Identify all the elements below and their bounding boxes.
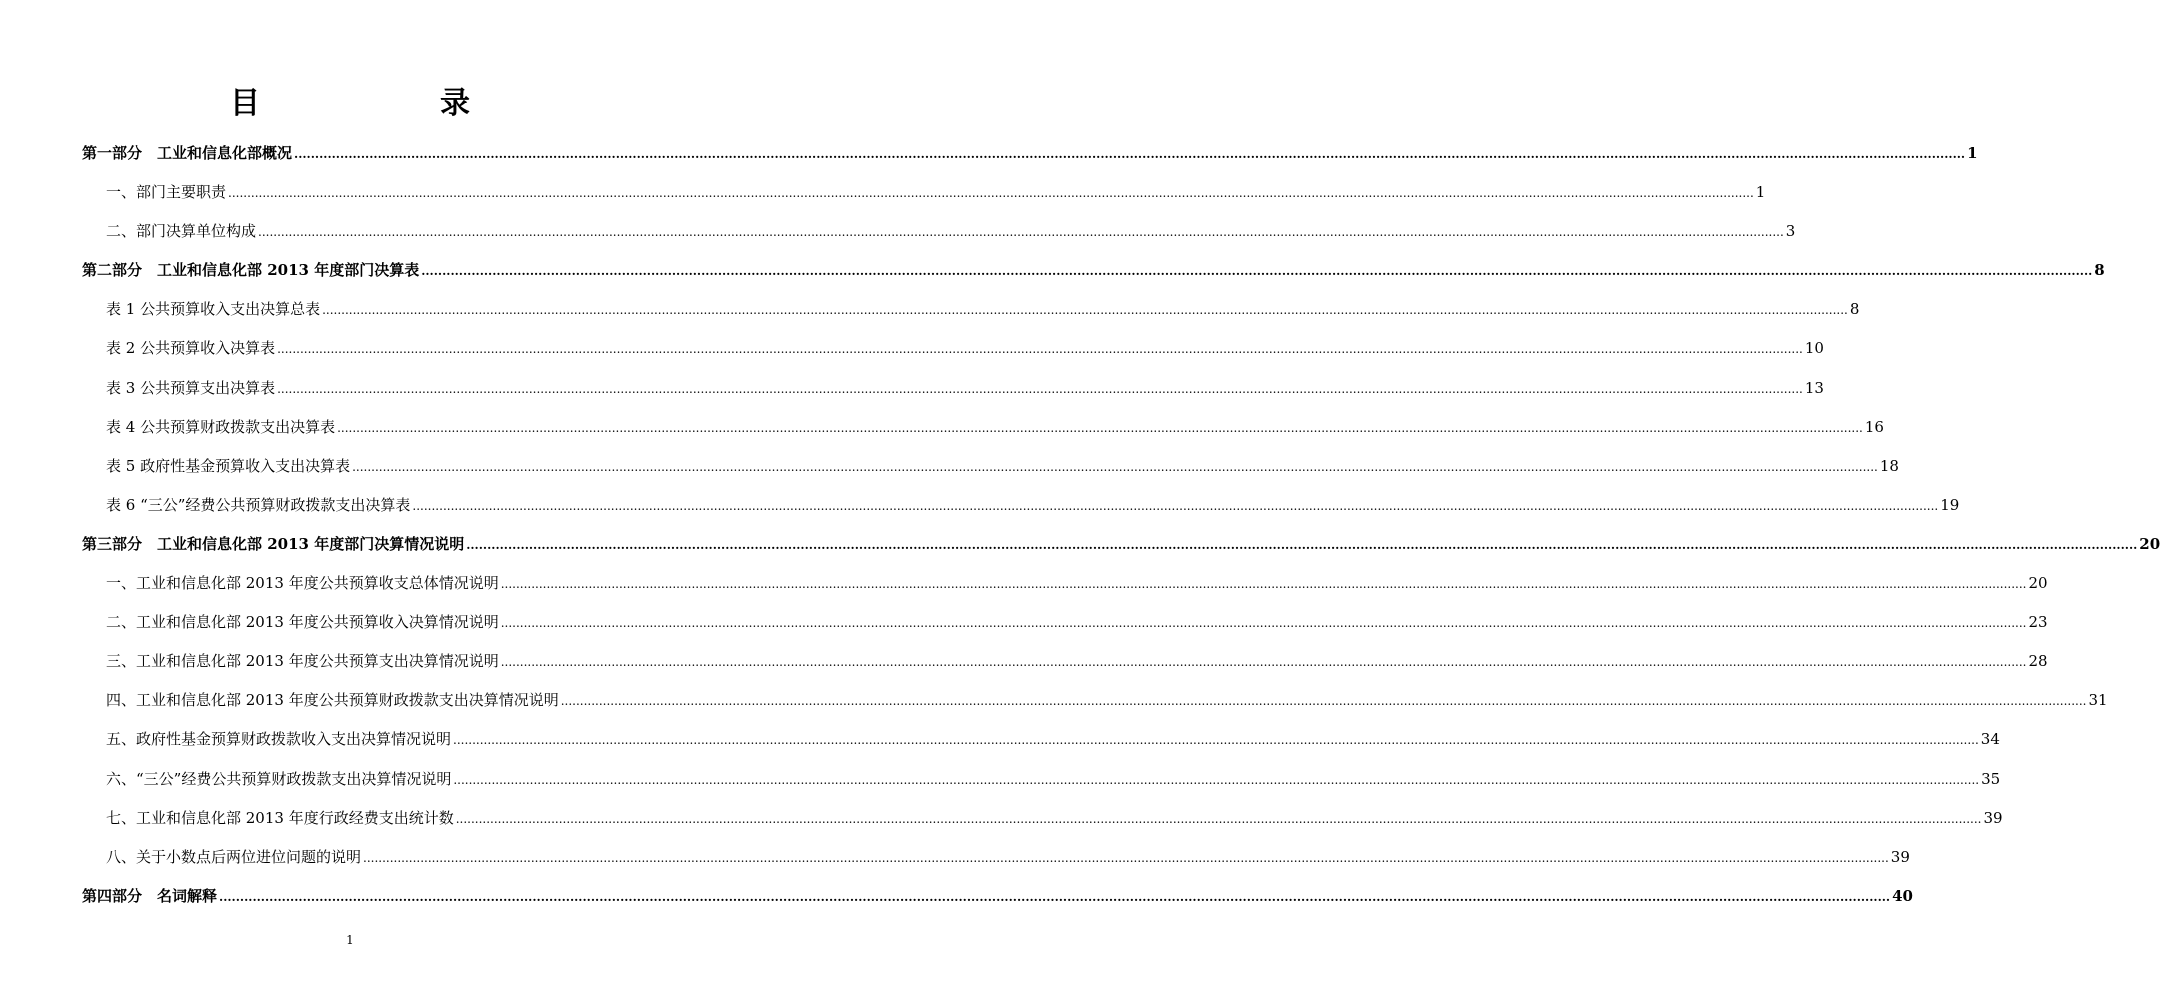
- toc-page-number: 40: [1892, 886, 1913, 905]
- toc-page-number: 20: [2139, 534, 2160, 553]
- toc-label: 二、工业和信息化部 2013 年度公共预算收入决算情况说明: [106, 613, 499, 632]
- toc-leader-dots: ................................................................................................................................................................................................................................................................................................................................................................................................................: [421, 264, 2093, 279]
- toc-entry-row[interactable]: [82, 650, 2048, 689]
- toc-page-number: 35: [1981, 769, 2001, 788]
- toc-entry-row[interactable]: [82, 768, 2001, 807]
- page-title: 目 录: [230, 86, 510, 121]
- toc-label: 表 3 公共预算支出决算表: [106, 378, 276, 397]
- toc-label: 六、“三公”经费公共预算财政拨款支出决算情况说明: [106, 769, 452, 788]
- toc-leader-dots: ................................................................................................................................................................................................................................................................................................................................................................................................................: [337, 420, 1863, 435]
- toc-leader-dots: ................................................................................................................................................................................................................................................................................................................................................................................................................: [228, 186, 1754, 201]
- toc-label: 二、部门决算单位构成: [106, 222, 257, 241]
- toc-entry-row[interactable]: [82, 337, 1824, 376]
- toc-page-number: 13: [1804, 378, 1824, 397]
- toc-page-number: 34: [1980, 730, 2000, 749]
- toc-leader-dots: ................................................................................................................................................................................................................................................................................................................................................................................................................: [453, 772, 1980, 787]
- toc-label: 四、工业和信息化部 2013 年度公共预算财政拨款支出决算情况说明: [106, 691, 559, 710]
- toc-leader-dots: ................................................................................................................................................................................................................................................................................................................................................................................................................: [352, 459, 1878, 474]
- toc-entry-row[interactable]: [82, 298, 1860, 337]
- toc-leader-dots: ................................................................................................................................................................................................................................................................................................................................................................................................................: [322, 303, 1848, 318]
- toc-leader-dots: ................................................................................................................................................................................................................................................................................................................................................................................................................: [500, 577, 2027, 592]
- toc-leader-dots: ................................................................................................................................................................................................................................................................................................................................................................................................................: [453, 733, 1979, 748]
- toc-leader-dots: ................................................................................................................................................................................................................................................................................................................................................................................................................: [500, 655, 2027, 670]
- toc-label: 三、工业和信息化部 2013 年度公共预算支出决算情况说明: [106, 652, 499, 671]
- toc-page-number: 23: [2028, 613, 2048, 632]
- toc-leader-dots: ................................................................................................................................................................................................................................................................................................................................................................................................................: [412, 498, 1939, 513]
- toc-label: 表 1 公共预算收入支出决算总表: [106, 300, 321, 319]
- toc-leader-dots: ................................................................................................................................................................................................................................................................................................................................................................................................................: [466, 537, 2138, 552]
- toc-entry-row[interactable]: [82, 377, 1824, 416]
- toc-page-number: 1: [1967, 144, 1978, 162]
- toc-entry-row[interactable]: [82, 494, 1960, 533]
- toc-leader-dots: ................................................................................................................................................................................................................................................................................................................................................................................................................: [258, 225, 1784, 240]
- toc-page-number: 18: [1879, 456, 1899, 475]
- toc-label: 一、工业和信息化部 2013 年度公共预算收支总体情况说明: [106, 574, 499, 593]
- toc-page-number: 1: [1755, 183, 1766, 202]
- toc-label: 表 4 公共预算财政拨款支出决算表: [106, 417, 336, 436]
- toc-page-number: 8: [1849, 300, 1860, 319]
- toc-page-number: 39: [1983, 808, 2003, 827]
- toc-page-number: 20: [2028, 574, 2048, 593]
- toc-label: 第二部分 工业和信息化部 2013 年度部门决算表: [82, 261, 420, 280]
- toc-section-row[interactable]: [82, 533, 2160, 572]
- toc-entry-row[interactable]: [82, 455, 1899, 494]
- toc-leader-dots: ................................................................................................................................................................................................................................................................................................................................................................................................................: [219, 889, 1891, 904]
- toc-section-row[interactable]: [82, 142, 1978, 181]
- toc-leader-dots: ................................................................................................................................................................................................................................................................................................................................................................................................................: [560, 694, 2087, 709]
- toc-entry-row[interactable]: [82, 611, 2048, 650]
- toc-entry-row[interactable]: [82, 846, 1910, 885]
- toc-label: 七、工业和信息化部 2013 年度行政经费支出统计数: [106, 808, 454, 827]
- toc-label: 表 5 政府性基金预算收入支出决算表: [106, 456, 351, 475]
- page-number: 1: [346, 933, 354, 947]
- toc-leader-dots: ................................................................................................................................................................................................................................................................................................................................................................................................................: [363, 850, 1889, 865]
- toc-page-number: 8: [2094, 261, 2105, 280]
- toc-page-number: 19: [1940, 495, 1960, 514]
- toc-section-row[interactable]: [82, 259, 2105, 298]
- table-of-contents: [82, 142, 2160, 924]
- toc-leader-dots: ................................................................................................................................................................................................................................................................................................................................................................................................................: [294, 147, 1966, 161]
- toc-label: 表 2 公共预算收入决算表: [106, 339, 276, 358]
- toc-label: 第三部分 工业和信息化部 2013 年度部门决算情况说明: [82, 534, 465, 553]
- toc-page-number: 28: [2028, 652, 2048, 671]
- toc-entry-row[interactable]: [82, 416, 1884, 455]
- toc-label: 五、政府性基金预算财政拨款收入支出决算情况说明: [106, 730, 452, 749]
- toc-leader-dots: ................................................................................................................................................................................................................................................................................................................................................................................................................: [277, 342, 1803, 357]
- toc-entry-row[interactable]: [82, 181, 1766, 220]
- toc-page-number: 10: [1804, 339, 1824, 358]
- toc-label: 一、部门主要职责: [106, 183, 227, 202]
- toc-label: 第四部分 名词解释: [82, 886, 218, 905]
- toc-entry-row[interactable]: [82, 807, 2003, 846]
- toc-entry-row[interactable]: [82, 220, 1796, 259]
- toc-page-number: 3: [1785, 222, 1796, 241]
- toc-page-number: 31: [2088, 691, 2108, 710]
- toc-entry-row[interactable]: [82, 728, 2000, 767]
- toc-page-number: 16: [1864, 417, 1884, 436]
- toc-entry-row[interactable]: [82, 572, 2048, 611]
- toc-section-row[interactable]: [82, 885, 1913, 924]
- toc-leader-dots: ................................................................................................................................................................................................................................................................................................................................................................................................................: [455, 811, 1982, 826]
- toc-label: 表 6 “三公”经费公共预算财政拨款支出决算表: [106, 495, 411, 514]
- toc-leader-dots: ................................................................................................................................................................................................................................................................................................................................................................................................................: [500, 616, 2027, 631]
- toc-entry-row[interactable]: [82, 689, 2108, 728]
- toc-page-number: 39: [1890, 847, 1910, 866]
- toc-leader-dots: ................................................................................................................................................................................................................................................................................................................................................................................................................: [277, 381, 1803, 396]
- toc-label: 八、关于小数点后两位进位问题的说明: [106, 847, 362, 866]
- toc-label: 第一部分 工业和信息化部概况: [82, 144, 293, 162]
